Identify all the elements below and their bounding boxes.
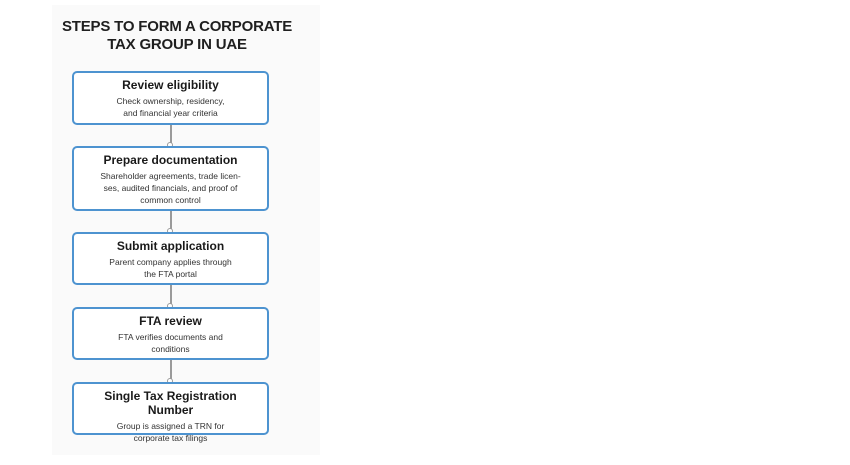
- step-description: [80, 331, 261, 355]
- step-review-eligibility: [72, 71, 269, 125]
- step-description-line: and financial year criteria: [123, 108, 218, 118]
- diagram-title-line-2: TAX GROUP IN UAE: [107, 36, 247, 53]
- step-description: [80, 256, 261, 280]
- step-description: [80, 420, 261, 444]
- step-description-line: Shareholder agreements, trade licen-: [100, 171, 241, 181]
- step-description-line: Group is assigned a TRN for: [116, 421, 225, 431]
- step-description-line: the FTA portal: [144, 269, 197, 279]
- step-description: [80, 95, 261, 119]
- diagram-title: [52, 18, 302, 54]
- step-description-line: conditions: [151, 344, 190, 354]
- step-description: [80, 170, 261, 206]
- step-submit-application: [72, 232, 269, 285]
- step-description-line: corporate tax filings: [133, 433, 208, 443]
- step-title: Prepare documentation: [103, 153, 238, 167]
- step-description-line: common control: [140, 195, 201, 205]
- step-description-line: Check ownership, residency,: [116, 96, 225, 106]
- step-title: Review eligibility: [122, 78, 219, 92]
- step-prepare-documentation: [72, 146, 269, 211]
- step-title: Single Tax Registration Number: [104, 389, 237, 417]
- step-single-trn: [72, 382, 269, 443]
- step-description-line: Parent company applies through: [109, 257, 232, 267]
- diagram-title-line-1: STEPS TO FORM A CORPORATE: [61, 18, 292, 35]
- step-description-line: ses, audited financials, and proof of: [103, 183, 238, 193]
- step-title: FTA review: [139, 314, 202, 328]
- step-description-line: FTA verifies documents and: [118, 332, 223, 342]
- step-title: Submit application: [116, 239, 225, 253]
- step-fta-review: [72, 307, 269, 360]
